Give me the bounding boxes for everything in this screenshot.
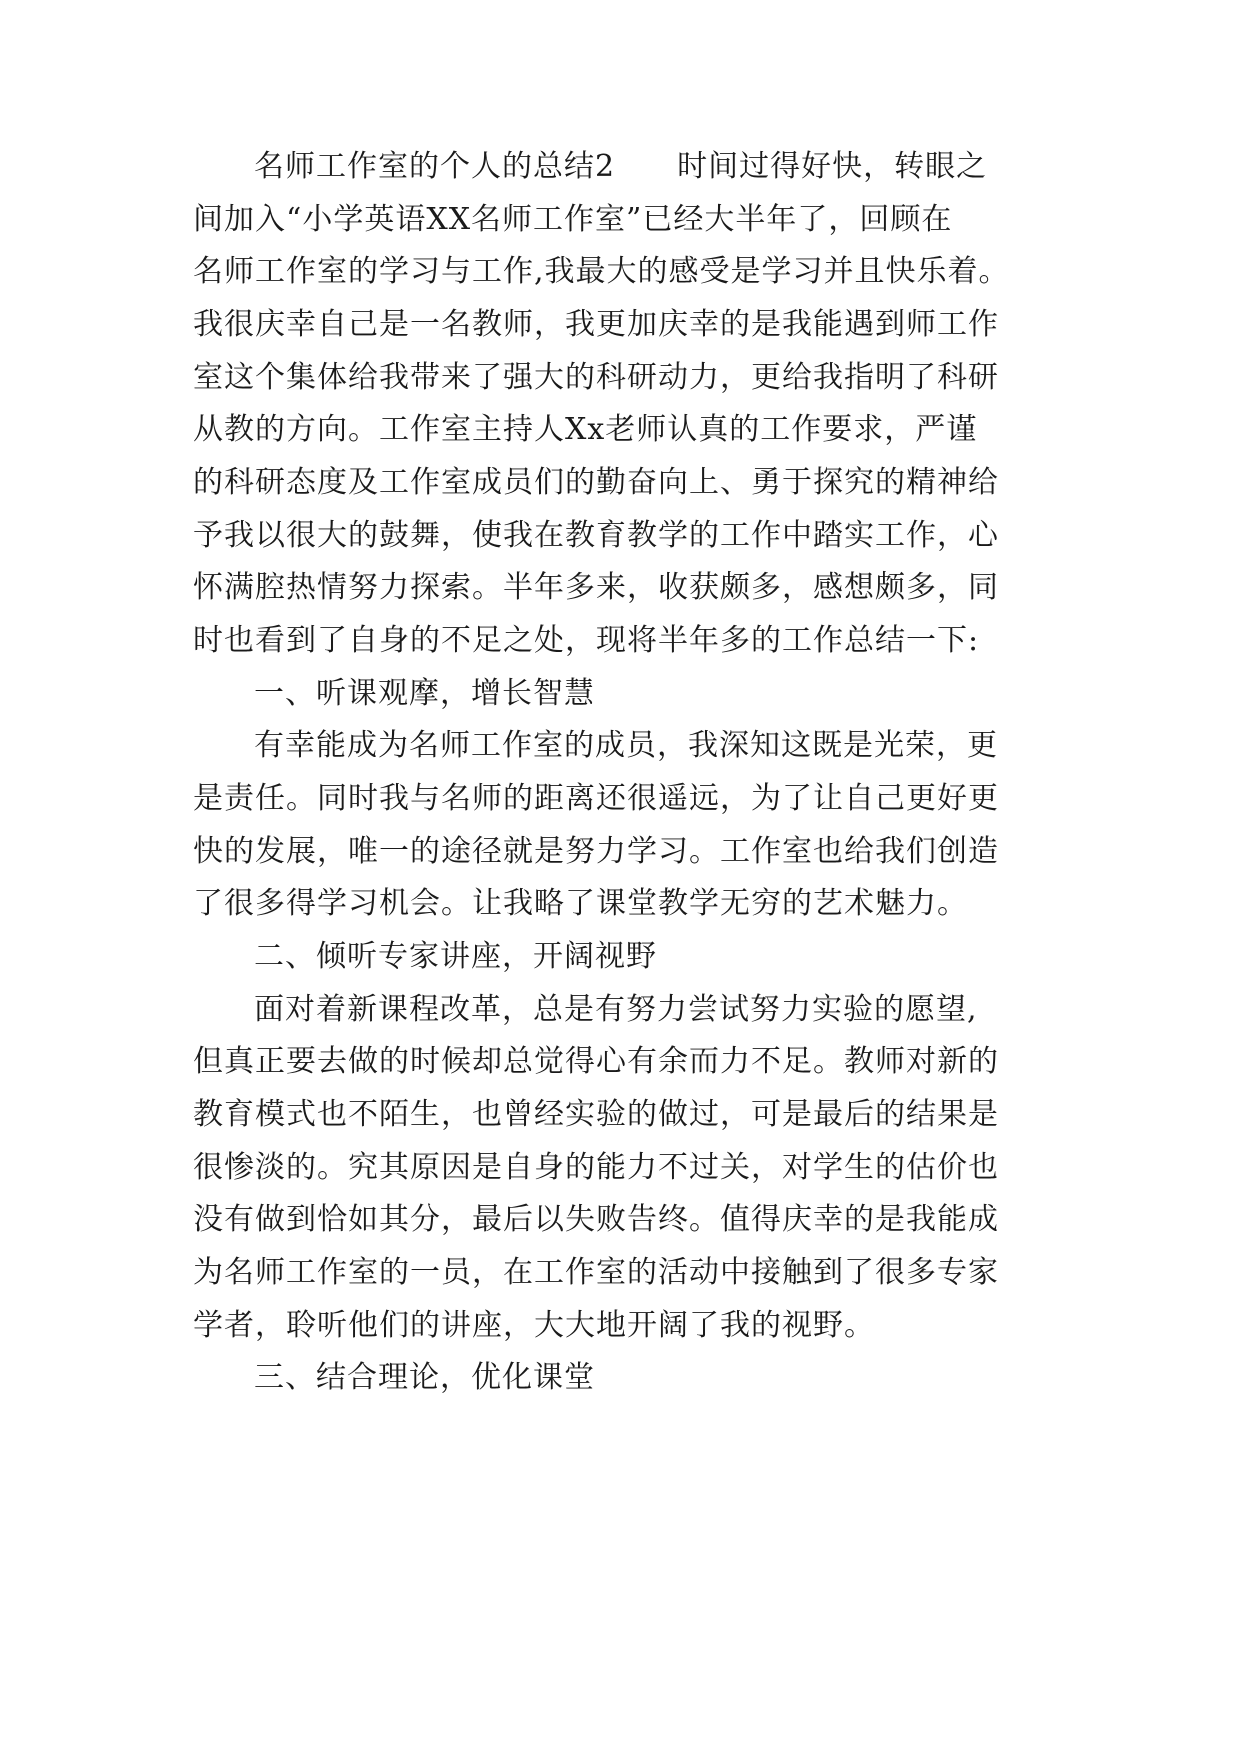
paragraph-line: 从教的方向。工作室主持人Xx老师认真的工作要求，严谨 [193, 412, 978, 447]
paragraph-line: 怀满腔热情努力探索。半年多来，收获颇多，感想颇多，同 [193, 570, 999, 605]
paragraph-line: 予我以很大的鼓舞，使我在教育教学的工作中踏实工作，心 [193, 518, 999, 553]
paragraph-line: 很惨淡的。究其原因是自身的能力不过关，对学生的估价也 [193, 1150, 999, 1185]
paragraph-line: 室这个集体给我带来了强大的科研动力，更给我指明了科研 [193, 360, 999, 395]
paragraph-line: 学者，聆听他们的讲座，大大地开阔了我的视野。 [193, 1308, 875, 1343]
paragraph-line: 有幸能成为名师工作室的成员，我深知这既是光荣，更 [254, 728, 998, 763]
paragraph-line: 了很多得学习机会。让我略了课堂教学无穷的艺术魅力。 [193, 886, 968, 921]
paragraph-line: 快的发展，唯一的途径就是努力学习。工作室也给我们创造 [193, 834, 999, 869]
paragraph-line: 教育模式也不陌生，也曾经实验的做过，可是最后的结果是 [193, 1097, 999, 1132]
paragraph-line: 我很庆幸自己是一名教师，我更加庆幸的是我能遇到师工作 [193, 307, 999, 342]
section-heading: 二、倾听专家讲座，开阔视野 [254, 939, 657, 974]
paragraph-line: 没有做到恰如其分，最后以失败告终。值得庆幸的是我能成 [193, 1202, 999, 1237]
paragraph-line: 名师工作室的学习与工作,我最大的感受是学习并且快乐着。 [193, 254, 1010, 289]
paragraph-line: 间加入“小学英语XX名师工作室”已经大半年了，回顾在 [193, 202, 953, 237]
paragraph-line: 的科研态度及工作室成员们的勤奋向上、勇于探究的精神给 [193, 465, 999, 500]
paragraph-line: 时也看到了自身的不足之处，现将半年多的工作总结一下: [193, 623, 980, 658]
paragraph-line: 面对着新课程改革，总是有努力尝试努力实验的愿望, [254, 992, 978, 1027]
paragraph-line: 是责任。同时我与名师的距离还很遥远，为了让自己更好更 [193, 781, 999, 816]
paragraph-line: 但真正要去做的时候却总觉得心有余而力不足。教师对新的 [193, 1044, 999, 1079]
section-heading: 一、听课观摩，增长智慧 [254, 676, 595, 711]
paragraph-line: 名师工作室的个人的总结2 时间过得好快，转眼之 [254, 149, 988, 184]
section-heading: 三、结合理论，优化课堂 [254, 1360, 595, 1395]
paragraph-line: 为名师工作室的一员，在工作室的活动中接触到了很多专家 [193, 1255, 999, 1290]
